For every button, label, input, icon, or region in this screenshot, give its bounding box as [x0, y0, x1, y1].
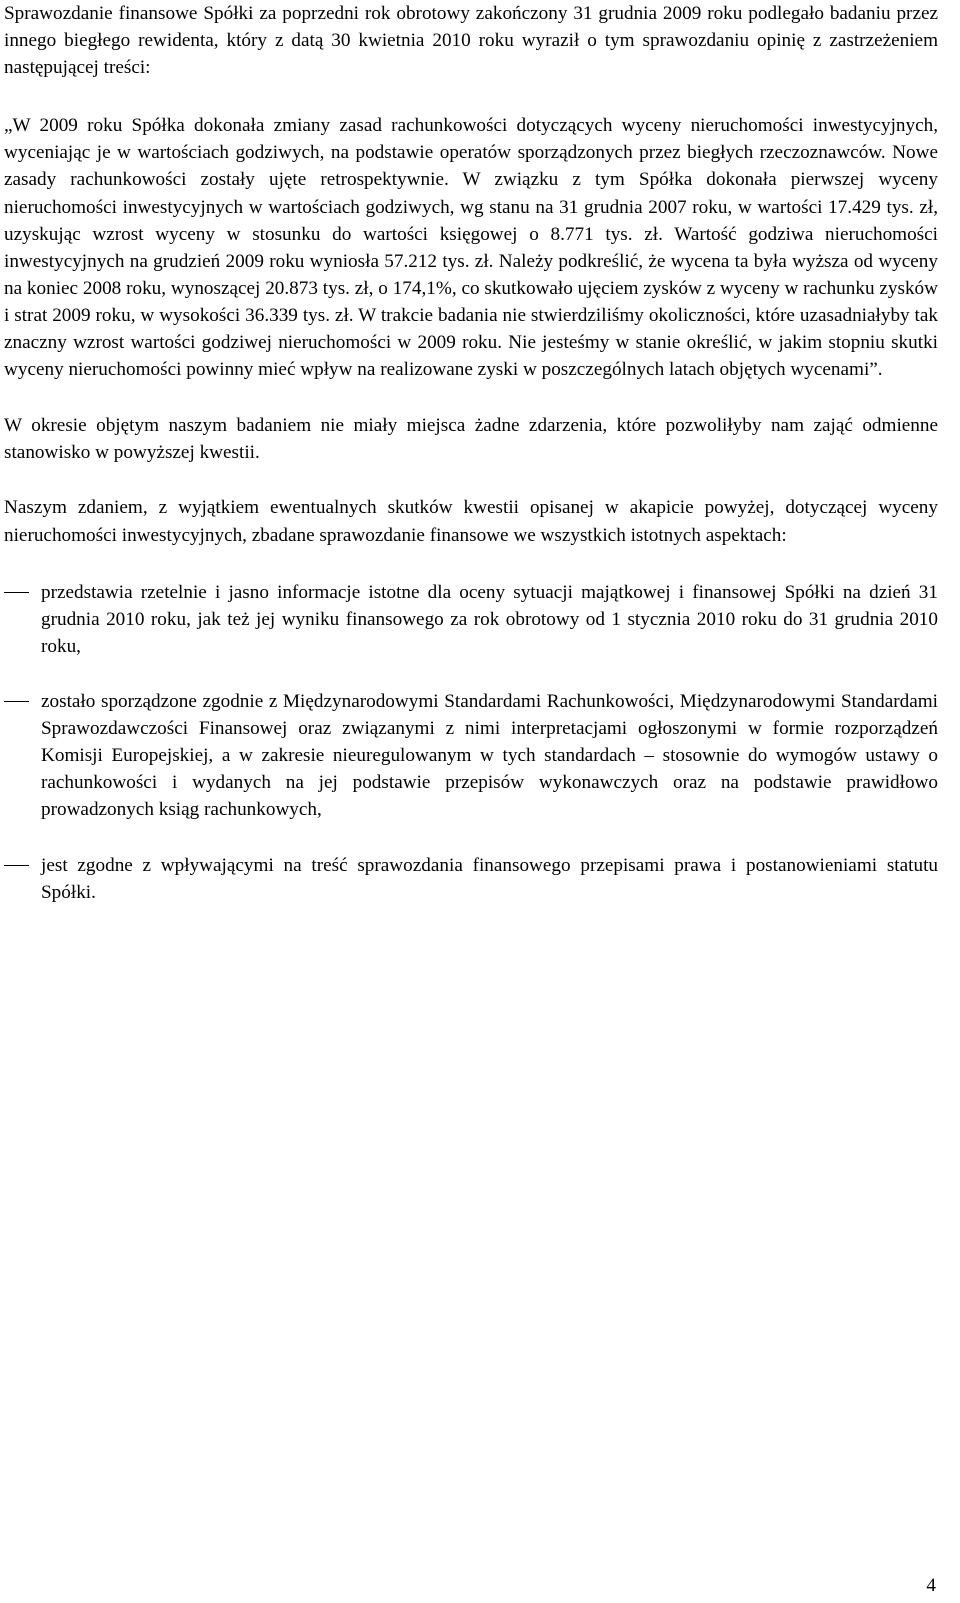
- page-number: 4: [926, 1575, 936, 1596]
- dash-bullet-icon: [4, 701, 29, 702]
- opinion-list: [4, 579, 938, 907]
- quoted-opinion-paragraph: „W 2009 roku Spółka dokonała zmiany zasad rachunkowości dotyczących wyceny nieruchomości inwestycyjnych, wyceniając je w wartościach godziwych, na podstawie operatów sporządzonych przez biegłych rzeczoznawców. Nowe zasady rachunkowości zostały ujęte retrospektywnie. W związku z tym Spółka dokonała pierwszej wyceny nieruchomości inwestycyjnych w wartościach godziwych, wg stanu na 31 grudnia 2007 roku, w wartości 17.429 tys. zł, uzyskując wzrost wyceny w stosunku do wartości księgowej o 8.771 tys. zł. Wartość godziwa nieruchomości inwestycyjnych na grudzień 2009 roku wyniosła 57.212 tys. zł. Należy podkreślić, że wycena ta była wyższa od wyceny na koniec 2008 roku, wynoszącej 20.873 tys. zł, o 174,1%, co skutkowało ujęciem zysków z wyceny w rachunku zysków i strat 2009 roku, w wysokości 36.339 tys. zł. W trakcie badania nie stwierdziliśmy okoliczności, które uzasadniałyby tak znaczny wzrost wartości godziwej nieruchomości w 2009 roku. Nie jesteśmy w stanie określić, w jakim stopniu skutki wyceny nieruchomości powinny mieć wpływ na realizowane zyski w poszczególnych latach objętych wycenami”.: [4, 115, 938, 381]
- opinion-paragraph: Naszym zdaniem, z wyjątkiem ewentualnych skutków kwestii opisanej w akapicie powyżej, dotyczącej wyceny nieruchomości inwestycyjnych, zbadane sprawozdanie finansowe we wszystkich istotnych aspektach:: [4, 497, 938, 546]
- dash-bullet-icon: [4, 592, 29, 593]
- list-item-text: przedstawia rzetelnie i jasno informacje istotne dla oceny sytuacji majątkowej i finansowej Spółki na dzień 31 grudnia 2010 roku, jak też jej wyniku finansowego za rok obrotowy od 1 stycznia 2010 roku do 31 grudnia 2010 roku,: [41, 581, 938, 657]
- intro-paragraph: Sprawozdanie finansowe Spółki za poprzedni rok obrotowy zakończony 31 grudnia 2009 roku podlegało badaniu przez innego biegłego rewidenta, który z datą 30 kwietnia 2010 roku wyraził o tym sprawozdaniu opinię z zastrzeżeniem następującej treści:: [4, 3, 938, 79]
- dash-bullet-icon: [4, 865, 29, 866]
- list-item: [4, 579, 938, 660]
- position-paragraph: W okresie objętym naszym badaniem nie miały miejsca żadne zdarzenia, które pozwoliłyby nam zająć odmienne stanowisko w powyższej kwestii.: [4, 415, 938, 464]
- list-item-text: jest zgodne z wpływającymi na treść sprawozdania finansowego przepisami prawa i postanowieniami statutu Spółki.: [41, 855, 938, 904]
- list-item: [4, 688, 938, 823]
- document-page: [4, 0, 938, 907]
- list-item: [4, 852, 938, 906]
- list-item-text: zostało sporządzone zgodnie z Międzynarodowymi Standardami Rachunkowości, Międzynarodowymi Standardami Sprawozdawczości Finansowej oraz związanymi z nimi interpretacjami ogłoszonymi w formie rozporządzeń Komisji Europejskiej, a w zakresie nieuregulowanym w tych standardach – stosownie do wymogów ustawy o rachunkowości i wydanych na jej podstawie przepisów wykonawczych oraz na podstawie prawidłowo prowadzonych ksiąg rachunkowych,: [41, 690, 938, 821]
